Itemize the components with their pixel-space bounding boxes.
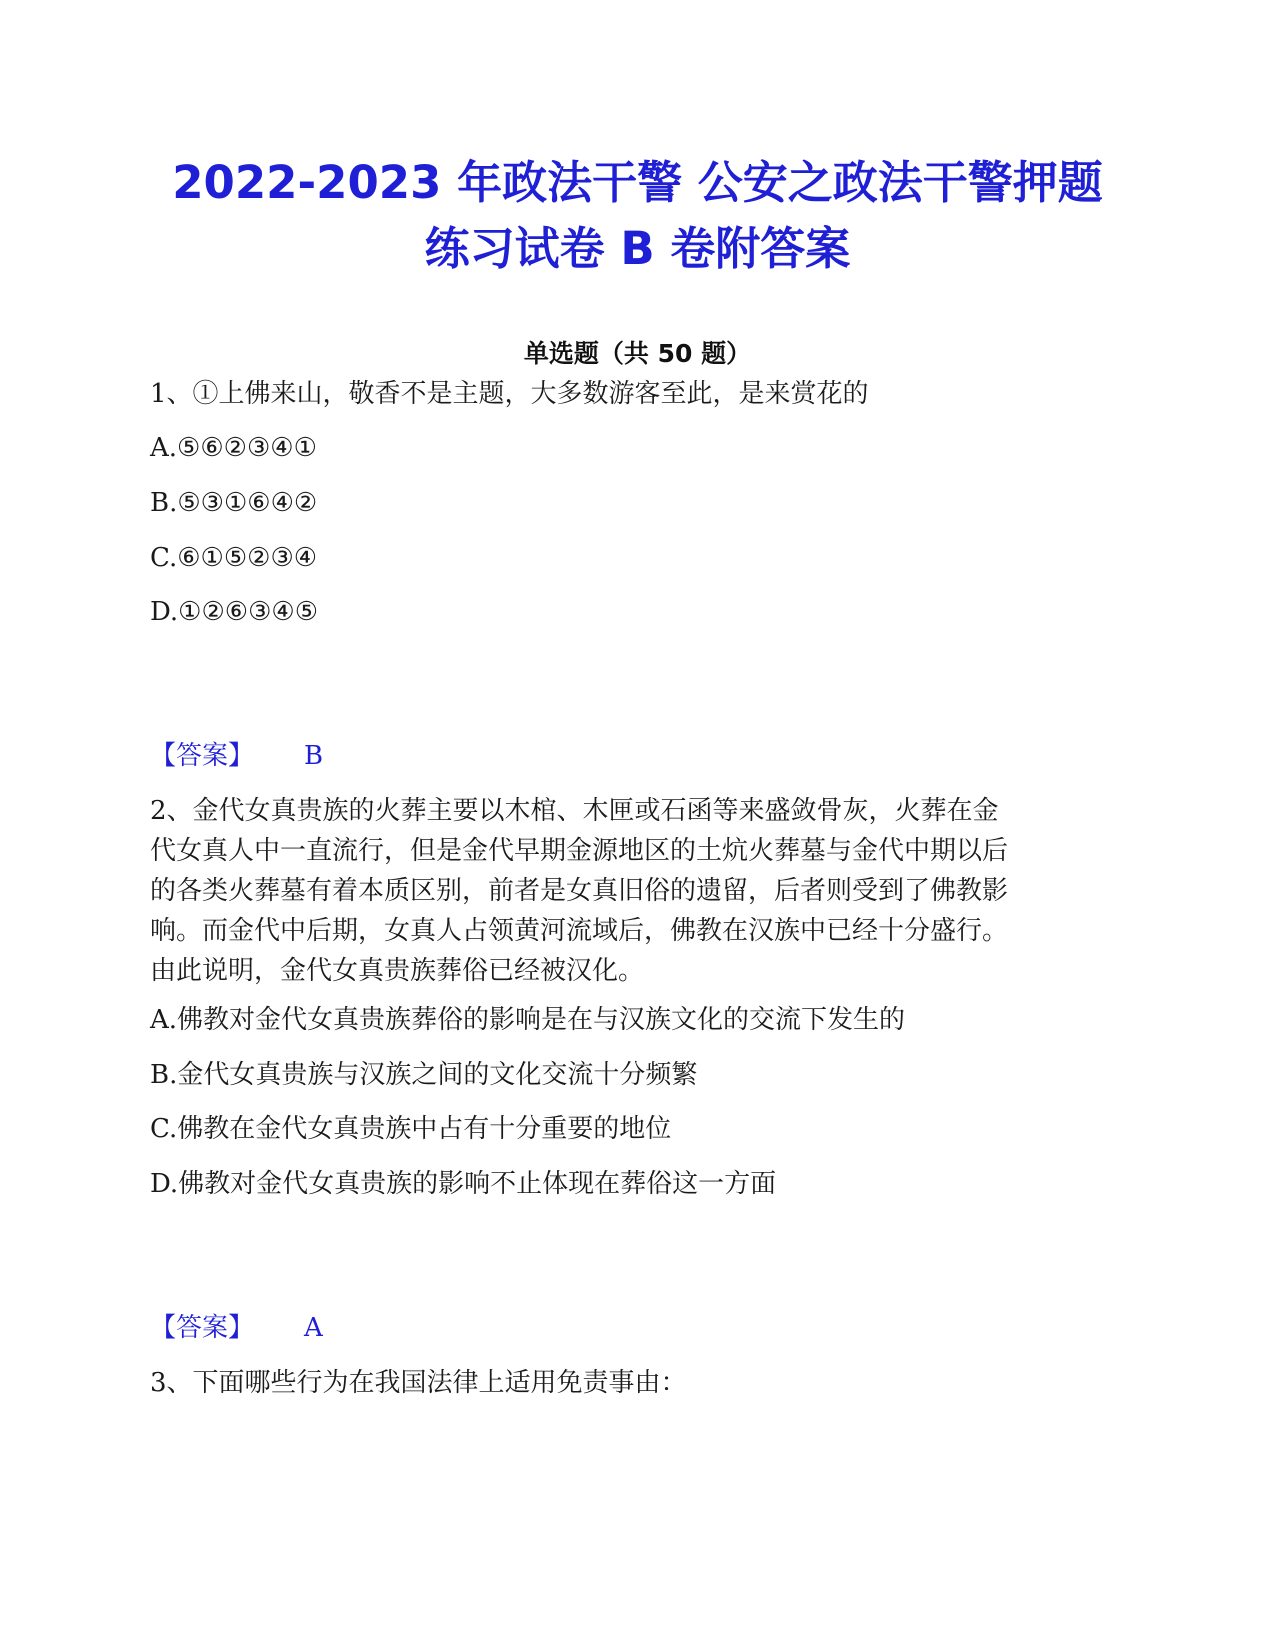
- answer-value: B: [304, 741, 324, 771]
- answer-label: 【答案】: [150, 1313, 255, 1343]
- question-1-option-d: D.①②⑥③④⑤: [150, 597, 319, 627]
- question-2-stem-line: 代女真人中一直流行，但是金代早期金源地区的土炕火葬墓与金代中期以后: [150, 836, 1009, 866]
- question-1-answer: [150, 736, 323, 776]
- question-2-stem-line: 的各类火葬墓有着本质区别，前者是女真旧俗的遗留，后者则受到了佛教影: [150, 876, 1009, 906]
- section-heading: 单选题（共 50 题）: [523, 339, 752, 368]
- answer-value: A: [304, 1313, 323, 1343]
- question-2-option-d: D.佛教对金代女真贵族的影响不止体现在葬俗这一方面: [150, 1169, 777, 1199]
- question-2-stem: [150, 791, 1110, 991]
- question-1-stem: 1、①上佛来山，敬香不是主题，大多数游客至此，是来赏花的: [150, 379, 869, 409]
- question-2-option-a: A.佛教对金代女真贵族葬俗的影响是在与汉族文化的交流下发生的: [150, 1005, 906, 1035]
- question-2-answer: [150, 1308, 323, 1348]
- question-2-option-c: C.佛教在金代女真贵族中占有十分重要的地位: [150, 1114, 672, 1144]
- question-2-option-b: B.金代女真贵族与汉族之间的文化交流十分频繁: [150, 1060, 698, 1090]
- answer-label: 【答案】: [150, 741, 255, 771]
- title-line-1: 2022-2023 年政法干警 公安之政法干警押题: [172, 156, 1103, 209]
- question-1-option-c: C.⑥①⑤②③④: [150, 543, 318, 573]
- title-line-2: 练习试卷 B 卷附答案: [424, 222, 851, 275]
- document-title: [100, 150, 1175, 282]
- question-2-stem-line: 2、金代女真贵族的火葬主要以木棺、木匣或石函等来盛敛骨灰，火葬在金: [150, 796, 999, 826]
- question-3-stem: 3、下面哪些行为在我国法律上适用免责事由：: [150, 1368, 687, 1398]
- question-2-stem-line: 响。而金代中后期，女真人占领黄河流域后，佛教在汉族中已经十分盛行。: [150, 916, 1009, 946]
- question-1-option-a: A.⑤⑥②③④①: [150, 433, 317, 463]
- question-2-stem-line: 由此说明，金代女真贵族葬俗已经被汉化。: [150, 956, 645, 986]
- question-1-option-b: B.⑤③①⑥④②: [150, 488, 318, 518]
